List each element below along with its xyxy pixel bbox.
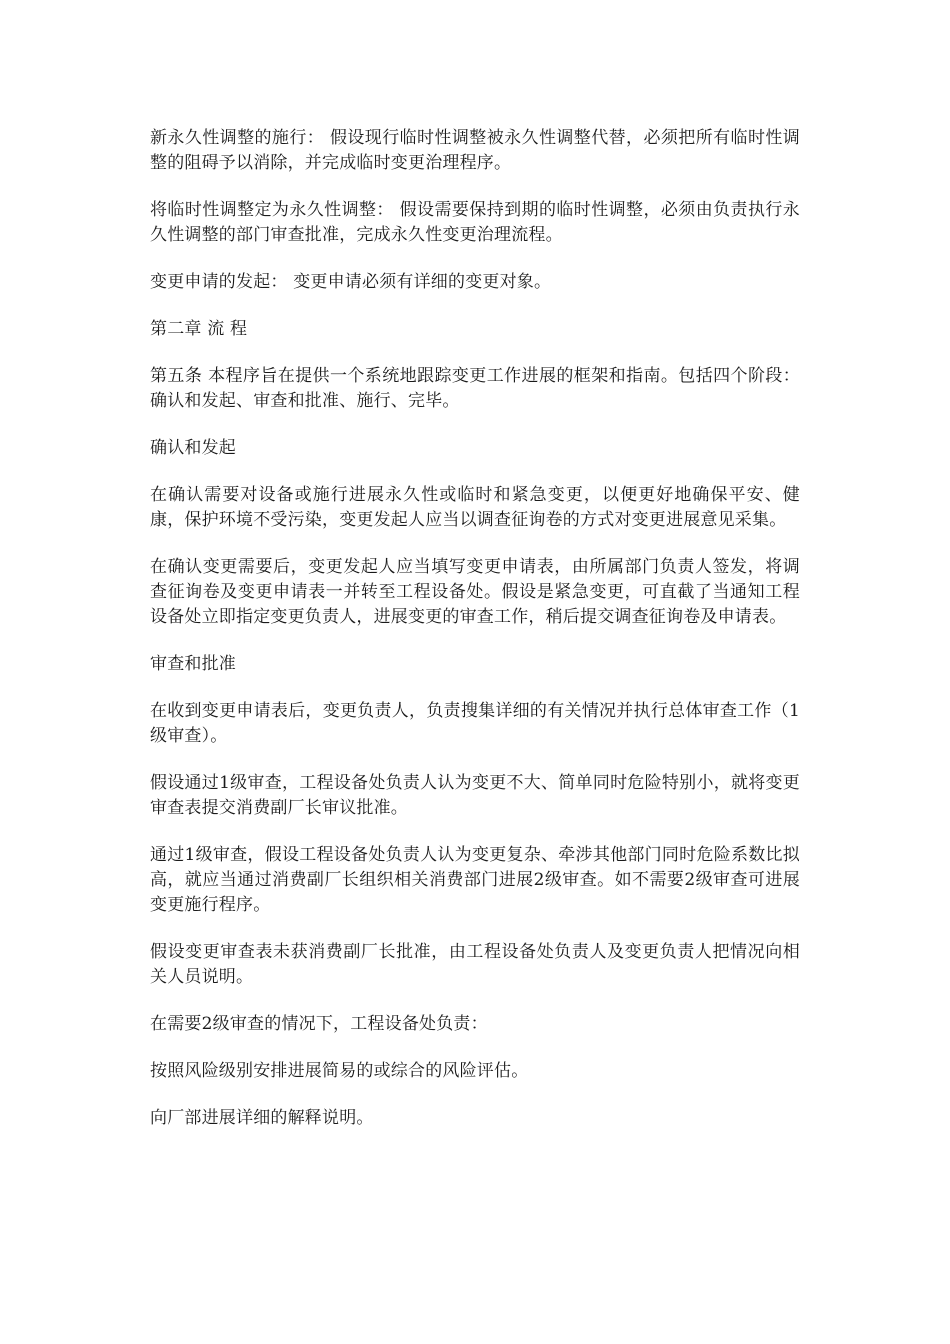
paragraph-level-one-review: 在收到变更申请表后，变更负责人，负责搜集详细的有关情况并执行总体审查工作（1级审查）。 (150, 701, 800, 746)
paragraph-explanation: 向厂部进展详细的解释说明。 (150, 1108, 374, 1128)
paragraph-level-two-review: 通过1级审查，假设工程设备处负责人认为变更复杂、牵涉其他部门同时危险系数比拟高，就应当通过消费副厂长组织相关消费部门进展2级审查。如不需要2级审查可进展变更施行程序。 (150, 845, 800, 915)
paragraph-temporary-to-permanent: 将临时性调整定为永久性调整： 假设需要保持到期的临时性调整，必须由负责执行永久性调整的部门审查批准，完成永久性变更治理流程。 (150, 200, 800, 245)
paragraph-not-approved: 假设变更审查表未获消费副厂长批准，由工程设备处负责人及变更负责人把情况向相关人员说明。 (150, 942, 800, 987)
paragraph-pass-level-one: 假设通过1级审查，工程设备处负责人认为变更不大、简单同时危险特别小，就将变更审查表提交消费副厂长审议批准。 (150, 773, 800, 818)
paragraph-risk-assessment: 按照风险级别安排进展简易的或综合的风险评估。 (150, 1061, 529, 1081)
paragraph-change-request-initiation: 变更申请的发起： 变更申请必须有详细的变更对象。 (150, 272, 552, 292)
chapter-heading: 第二章 流 程 (150, 319, 248, 339)
section-heading-confirm-initiate: 确认和发起 (150, 438, 236, 458)
paragraph-fill-request-form: 在确认变更需要后，变更发起人应当填写变更申请表，由所属部门负责人签发，将调查征询卷及变更申请表一并转至工程设备处。假设是紧急变更，可直截了当通知工程设备处立即指定变更负责人，进展变更的审查工作，稍后提交调查征询卷及申请表。 (150, 557, 800, 627)
paragraph-confirm-need: 在确认需要对设备或施行进展永久性或临时和紧急变更，以便更好地确保平安、健康，保护环境不受污染，变更发起人应当以调查征询卷的方式对变更进展意见采集。 (150, 485, 800, 530)
paragraph-article-five: 第五条 本程序旨在提供一个系统地跟踪变更工作进展的框架和指南。包括四个阶段：确认和发起、审查和批准、施行、完毕。 (150, 366, 800, 411)
section-heading-review-approve: 审查和批准 (150, 654, 236, 674)
paragraph-permanent-implementation: 新永久性调整的施行： 假设现行临时性调整被永久性调整代替，必须把所有临时性调整的阻碍予以消除，并完成临时变更治理程序。 (150, 128, 800, 173)
document-body (150, 126, 800, 1153)
paragraph-level-two-responsibility: 在需要2级审查的情况下，工程设备处负责： (150, 1014, 488, 1034)
